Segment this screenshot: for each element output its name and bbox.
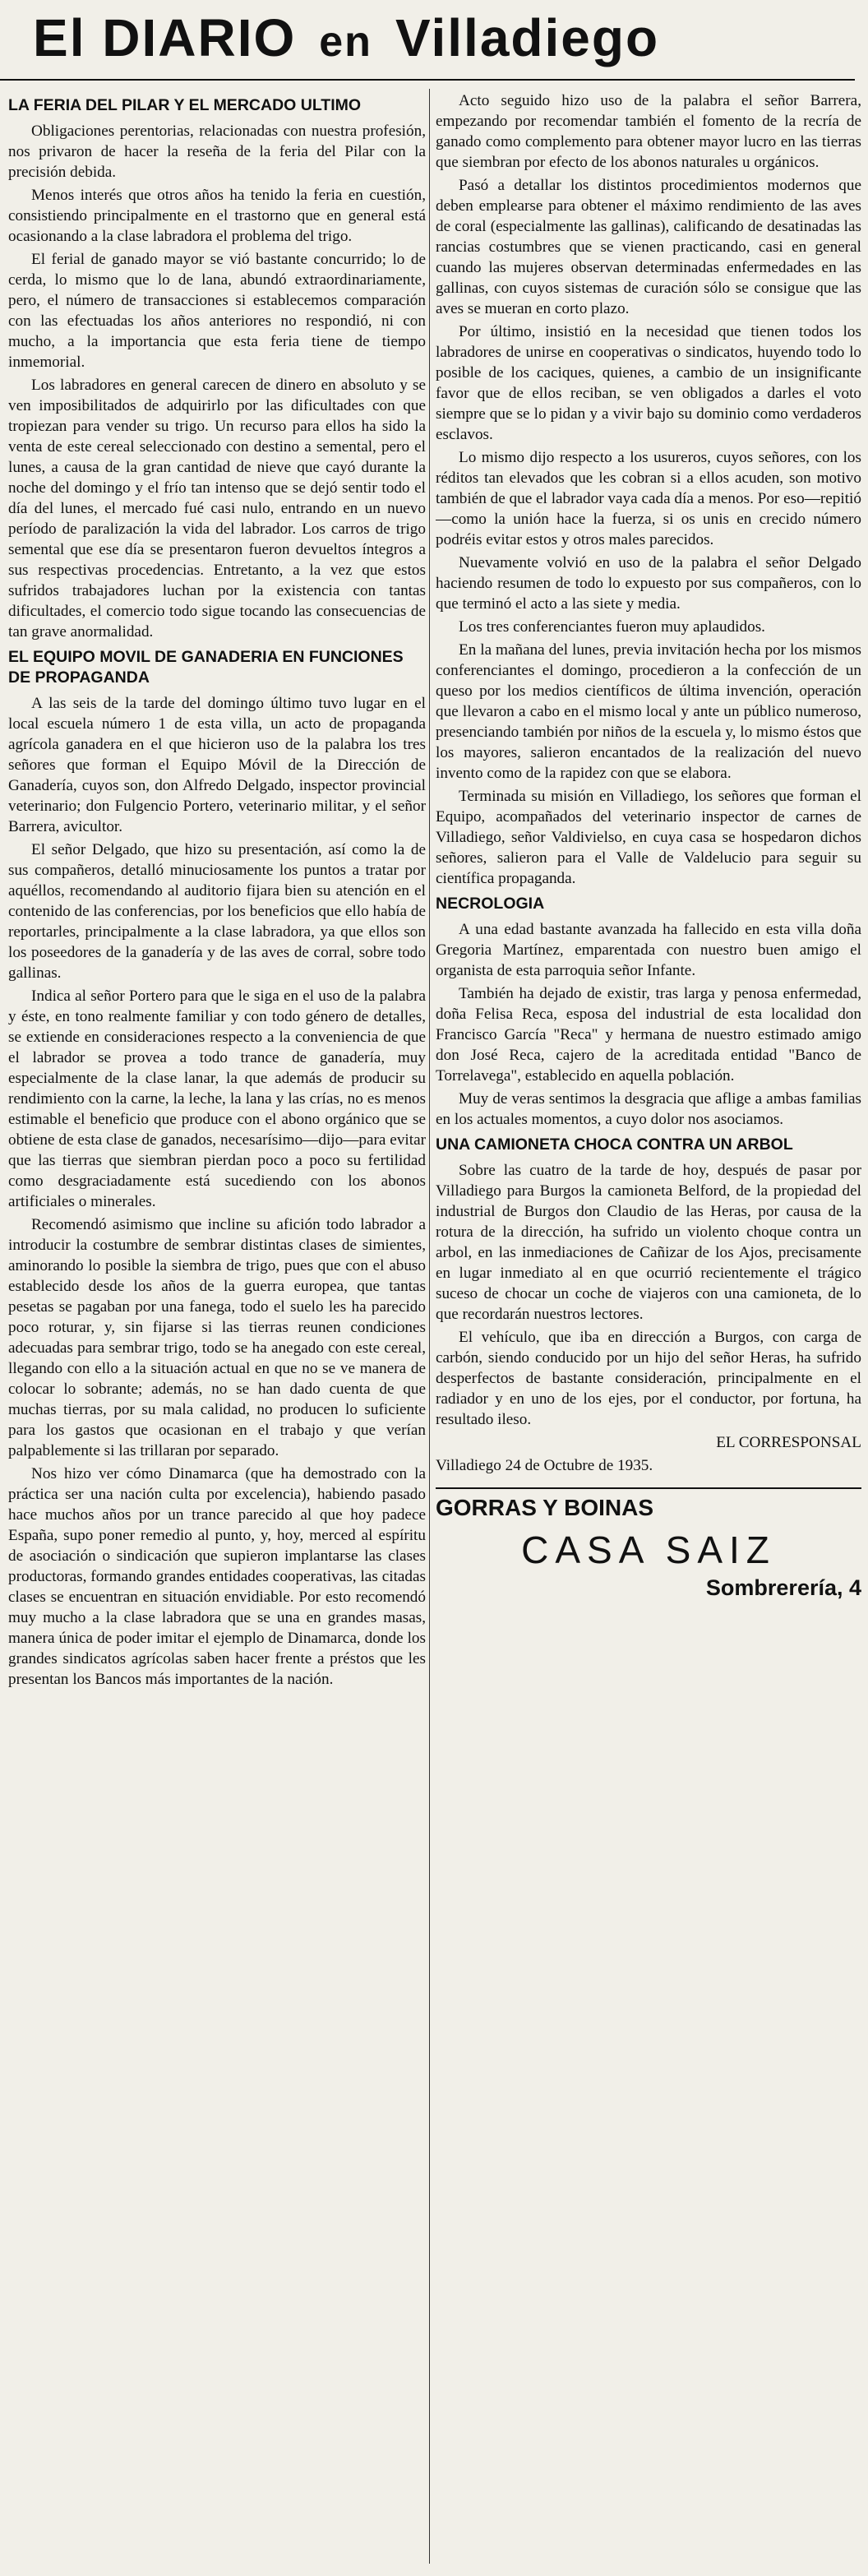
paragraph: Los labradores en general carecen de dinero en absoluto y se ven imposibilitados de adquirirlo por las dificultades con que tropiezan para vender su trigo. Un recurso para ellos ha sido la venta de este cereal seleccionado con destino a semental, pero el lunes, a causa de la gran cantidad de nieve que cayó durante la noche del domingo y el frío tan intenso que se dejó sentir todo el día del lunes, el mercado fué casi nulo, entrando en un nuevo período de paralización la vida del labrador. Los carros de trigo semental que ese día se presentaron fueron devueltos íntegros a sus respectivas procedencias. Entretanto, a la vez que estos sufridos trabajadores luchan por la existencia con tantas dificultades, el comercio todo sigue tocando las consecuencias de tan grave anormalidad. (8, 377, 426, 641)
title-part-3: Villadiego (395, 8, 660, 67)
ad-shop-name: CASA SAIZ (521, 1528, 776, 1571)
ad-address: Sombrerería, 4 (705, 1575, 861, 1600)
ad-tagline: GORRAS Y BOINAS (436, 1495, 654, 1520)
correspondent-signature: EL CORRESPONSAL (716, 1434, 861, 1451)
paragraph: A una edad bastante avanzada ha fallecido en esta villa doña Gregoria Martínez, emparentada con nuestro buen amigo el organista de esta parroquia señor Infante. (436, 921, 861, 979)
paragraph: A las seis de la tarde del domingo último tuvo lugar en el local escuela número 1 de esta villa, un acto de propaganda agrícola ganadera en el que hicieron uso de la palabra los tres señores que forman el Equipo Móvil de la Dirección de Ganadería, cuyos son, don Alfredo Delgado, inspector provincial veterinario; don Fulgencio Portero, veterinario militar, y el señor Barrera, avicultor. (8, 695, 426, 835)
paragraph: El vehículo, que iba en dirección a Burgos, con carga de carbón, siendo conducido por un hijo del señor Heras, ha sufrido desperfectos de bastante consideración, principalmente en el radiador y en uno de los ejes, por el conductor, por fortuna, ha resultado ileso. (436, 1329, 861, 1428)
advertisement-casa-saiz (436, 1487, 861, 1601)
article-heading: NECROLOGIA (436, 895, 545, 913)
column-right (436, 90, 861, 2557)
paragraph: Obligaciones perentorias, relacionadas con nuestra profesión, nos privaron de hacer la reseña de la feria del Pilar con la precisión debida. (8, 123, 426, 181)
paragraph: Terminada su misión en Villadiego, los señores que forman el Equipo, acompañados del veterinario inspector de carnes de Villadiego, señor Valdivielso, en cuya casa se hospedaron dichos señores, salieron para el Valle de Valdelucio para seguir su científica propaganda. (436, 788, 861, 887)
newspaper-title (0, 0, 855, 80)
paragraph: Nuevamente volvió en uso de la palabra el señor Delgado haciendo resumen de todo lo expuesto por sus compañeros, con lo que terminó el acto a las siete y media. (436, 554, 861, 613)
paragraph: Recomendó asimismo que incline su afición todo labrador a introducir la costumbre de sembrar distintas clases de simientes, aminorando lo posible la siembra de trigo, pues que con el abuso establecido desde los años de la guerra europea, que tantas pesetas se pagaban por una fanega, todo el suelo les ha parecido poco roturar, y, sin fijarse si las tierras reunen condiciones adecuadas para sembrar trigo, todo se ha anegado con este cereal, llegando con ello a la situación actual en que no se ve manera de colocar lo sobrante; además, no se han dado cuenta de que muchas tierras, por su mala calidad, no producen lo suficiente para los gastos que ocasionan en el trabajo y que verían palpablemente si las trillaran por separado. (8, 1216, 426, 1459)
paragraph: Sobre las cuatro de la tarde de hoy, después de pasar por Villadiego para Burgos la camioneta Belford, de la propiedad del industrial de Burgos don Claudio de las Heras, por causa de la rotura de la dirección, ha sufrido un violento choque contra un arbol, en las inmediaciones de Cañizar de los Ajos, precisamente en lugar inmediato al en que ocurrió recientemente el trágico suceso de chocar un coche de viajeros con una camioneta, de lo que recordarán nuestros lectores. (436, 1162, 861, 1323)
paragraph: Lo mismo dijo respecto a los usureros, cuyos señores, con los réditos tan elevados que les cobran si a ellos acuden, son motivo también de que el labrador vaya cada día a menos. Por eso—repitió—como la unión hace la fuerza, si os unis en crecido número podréis evitar estos y otros males parecidos. (436, 449, 861, 548)
paragraph: Por último, insistió en la necesidad que tienen todos los labradores de unirse en cooperativas o sindicatos, huyendo todo lo posible de los caciques, quienes, a cambio de un insignificante favor que de ellos reciban, se ven obligados a darles el voto siempre que se lo pidan y a vivir bajo su dominio como verdaderos esclavos. (436, 323, 861, 443)
paragraph: En la mañana del lunes, previa invitación hecha por los mismos conferenciantes el domingo, procedieron a la confección de un queso por los medios científicos de última invención, operación que llevaron a cabo en el mismo local y ante un público numeroso, presenciando también por niños de la escuela y, lo mismo éstos que los mayores, salieron encantados de la realización del nuevo invento como de la rapidez con que se elabora. (436, 641, 861, 782)
article-equipo-movil-continued (436, 90, 861, 889)
column-left (8, 90, 426, 2557)
article-heading: LA FERIA DEL PILAR Y EL MERCADO ULTIMO (8, 96, 362, 114)
paragraph: Pasó a detallar los distintos procedimientos modernos que deben emplearse para obtener el máximo rendimiento de las aves de coral (especialmente las gallinas), calificando de desatinadas las rancias costumbres que se vienen practicando, casi en general cuando las mujeres observan determinadas enfermedades en las gallinas, con cuyos sistemas de curación sólo se consigue que las aves se mueran en corto plazo. (436, 177, 861, 317)
paragraph: Muy de veras sentimos la desgracia que aflige a ambas familias en los actuales momentos, a cuyo dolor nos asociamos. (436, 1090, 861, 1128)
article-feria (8, 95, 426, 642)
paragraph: Acto seguido hizo uso de la palabra el señor Barrera, empezando por recomendar también el fomento de la recría de ganado como complemento para obtener mayor lucro en las tierras que siembran por efecto de los abonos naturales u orgánicos. (436, 92, 861, 171)
paragraph: Indica al señor Portero para que le siga en el uso de la palabra y éste, en tono realmente familiar y con todo género de detalles, se extiende en consideraciones respecto a la conveniencia de que el labrador se provea a todo trance de ganadería, muy especialmente de la clase lanar, la que además de producir su rendimiento con la carne, la leche, la lana y las crías, no es menos estimable el beneficio que produce con el abono orgánico que se obtiene de esta clase de ganados, necesarísimo—dijo—para evitar que las tierras que siembran pierdan poco a poco su fertilidad como desgraciadamente está sucediendo con los abonos artificiales o minerales. (8, 987, 426, 1210)
title-part-2: en (319, 18, 372, 66)
masthead (0, 0, 855, 81)
column-divider (429, 89, 430, 2564)
paragraph: El señor Delgado, que hizo su presentación, así como la de sus compañeros, detalló minuciosamente los puntos a tratar por aquéllos, recomendando al auditorio fijara bien su atención en el contenido de las conferencias, por los beneficios que ello había de reportarles, principalmente a la clase labradora, ya que ellos son los poseedores de la ganadería y de las aves de corral, sobre todo gallinas. (8, 841, 426, 982)
article-heading: EL EQUIPO MOVIL DE GANADERIA EN FUNCIONES DE PROPAGANDA (8, 648, 404, 687)
article-necrologia (436, 894, 861, 1130)
paragraph: También ha dejado de existir, tras larga y penosa enfermedad, doña Felisa Reca, esposa del industrial de esta localidad don Francisco García "Reca" y hermana de nuestro estimado amigo don José Reca, cajero de la acreditada entidad "Banco de Torrelavega", establecido en aquella población. (436, 985, 861, 1085)
paragraph: Los tres conferenciantes fueron muy aplaudidos. (459, 618, 765, 636)
paragraph: El ferial de ganado mayor se vió bastante concurrido; lo de cerda, lo mismo que lo de lana, abundó extraordinariamente, pero, el número de transacciones si establecemos comparación con las efectuadas los años anteriores no respondió, ni con mucho, a la importancia que esta feria tiene de tiempo inmemorial. (8, 251, 426, 371)
article-camioneta (436, 1135, 861, 1476)
title-part-1: El DIARIO (33, 8, 297, 67)
article-heading: UNA CAMIONETA CHOCA CONTRA UN ARBOL (436, 1135, 793, 1154)
paragraph: Nos hizo ver cómo Dinamarca (que ha demostrado con la práctica ser una nación culta por excelencia), habiendo pasado hace muchos años por un trance parecido al que hoy padece España, supo poner remedio al punto, y, hoy, merced al espíritu de asociación o sindicación que supieron implantarse las clases productoras, formando grandes entidades cooperativas, las citadas clases se encuentran en situación envidiable. Por esto recomendó muy mucho a la clase labradora que se una en grandes masas, manera única de poder imitar el ejemplo de Dinamarca, donde los grandes sindicatos agrícolas saben hacer frente a préstos que les presentan los Bancos más importantes de la nación. (8, 1465, 426, 1688)
dateline: Villadiego 24 de Octubre de 1935. (436, 1457, 653, 1474)
paragraph: Menos interés que otros años ha tenido la feria en cuestión, consistiendo principalmente en el trastorno que en general está ocasionando a la clase labradora el problema del trigo. (8, 187, 426, 245)
article-equipo-movil (8, 647, 426, 1690)
